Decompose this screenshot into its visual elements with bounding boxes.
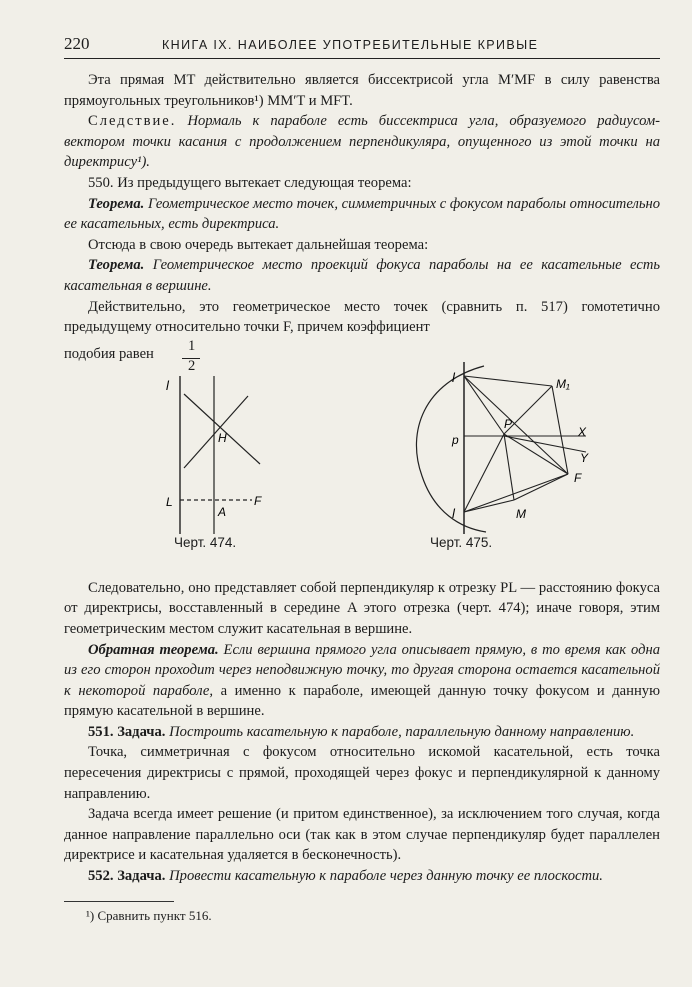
fraction-numerator: 1 [188,337,196,354]
fig474-tangent-1 [184,394,260,464]
page-number: 220 [64,34,90,53]
problem-552-body: Провести касательную к параболе через данную точку ее плоскости. [169,868,603,885]
problem-552 [64,866,660,887]
fig475-label-l-bottom: l [452,505,455,521]
fig475-radius-M1 [464,376,552,386]
footnote: ¹) Сравнить пункт 516. [86,907,212,923]
figure-475 [364,352,594,542]
fig475-label-M1: M₁ [556,376,570,391]
fig475-P-F [504,434,568,474]
paragraph-7: Действительно, это геометрическое место точек (сравнить п. 517) гомотетично предыдущему относительно точки F, причем коэффициент [64,298,660,336]
paragraph-1: Эта прямая MT действительно является биссектрисой угла M′MF в силу равенства прямоугольных треугольников¹) MM′T и MFT. [64,72,660,109]
footnote-rule [64,901,174,902]
problem-551 [64,722,660,743]
problem-551-lead: 551. Задача. [88,723,166,740]
running-head: КНИГА IX. НАИБОЛЕЕ УПОТРЕБИТЕЛЬНЫЕ КРИВЫЕ [162,38,539,52]
converse-theorem [64,640,660,722]
page-header [64,34,660,59]
fig475-label-F: F [574,470,582,485]
fig475-M-P [504,434,514,500]
theorem-1-lead: Теорема. [88,195,145,212]
fig475-label-X: X [578,424,587,439]
fig475-label-l-top: l [452,369,455,385]
converse-lead: Обратная теорема. [88,641,219,658]
fig474-label-F: F [254,493,262,508]
fig474-tangent-2 [184,396,248,468]
fraction-line [64,337,196,374]
converse-body: Если вершина прямого угла описывает прямую, в то время как одна из его сторон проходит через неподвижную точку, то другая сторона остается касательной к некоторой параболе, [64,641,660,699]
fig474-label-L: L [166,494,173,509]
paragraph-550: 550. Из предыдущего вытекает следующая теорема: [88,174,412,191]
paragraph-corollary [64,111,660,173]
fig474-caption: Черт. 474. [174,534,237,550]
paragraph-8: Следовательно, оно представляет собой перпендикуляр к отрезку PL — расстоянию фокуса от директрисы, восставленный в середине A этого отрезка (черт. 474); иначе говоря, этим геометрическим местом служит касательная в вершине. [64,579,660,637]
figure-area [64,338,660,556]
paragraph-11: Точка, симметричная с фокусом относительно искомой касательной, есть точка пересечения директрисы с прямой, проходящей через фокус и перпендикулярной к данному направлению. [64,744,660,802]
fig475-label-M: M [516,506,526,521]
fig475-caption: Черт. 475. [430,534,493,550]
converse-tail: а именно к параболе, имеющей данную точку фокусом и данную прямую касательной в вершине. [64,682,660,720]
theorem-2 [64,255,660,296]
theorem-1 [64,194,660,235]
page-body [64,70,660,926]
fig474-label-H: H [218,430,227,445]
fig475-tangent-high [464,376,504,434]
theorem-1-body: Геометрическое место точек, симметричных с фокусом параболы относительно ее касательных, есть директриса. [64,195,660,233]
theorem-2-lead: Теорема. [88,257,145,274]
corollary-lead: Следствие. [88,113,177,130]
theorem-2-body: Геометрическое место проекций фокуса параболы на ее касательные есть касательная в вершине. [64,257,660,294]
fig474-label-l: l [166,377,169,393]
similarity-text: подобия равен [64,345,154,362]
fraction-denominator: 2 [188,357,196,374]
paragraph-12: Задача всегда имеет решение (и притом единственное), за исключением того случая, когда данное направление параллельно оси (так как в этом случае перпендикуляр будет параллелен директрисе и касательная удаляется в бесконечность). [64,806,660,864]
fig475-M-F [514,474,568,500]
problem-551-body: Построить касательную к параболе, параллельную данному направлению. [169,723,635,740]
fig475-line-Y [504,436,586,452]
corollary-body: Нормаль к параболе есть биссектриса угла, образуемого радиусом-вектором точки касания с продолжением перпендикуляра, опущенного из этой точки на директрису¹). [64,113,660,171]
fig475-label-p: p [452,432,459,447]
fig475-label-Y: Y [580,450,589,465]
paragraph-5: Отсюда в свою очередь вытекает дальнейшая теорема: [88,236,429,253]
fig475-label-P: P [504,416,513,431]
fig475-lbottom-M [464,500,514,512]
problem-552-lead: 552. Задача. [88,868,166,885]
fig474-label-A: A [218,504,227,519]
fig475-tangent-low [464,434,504,512]
figure-474 [156,372,316,542]
